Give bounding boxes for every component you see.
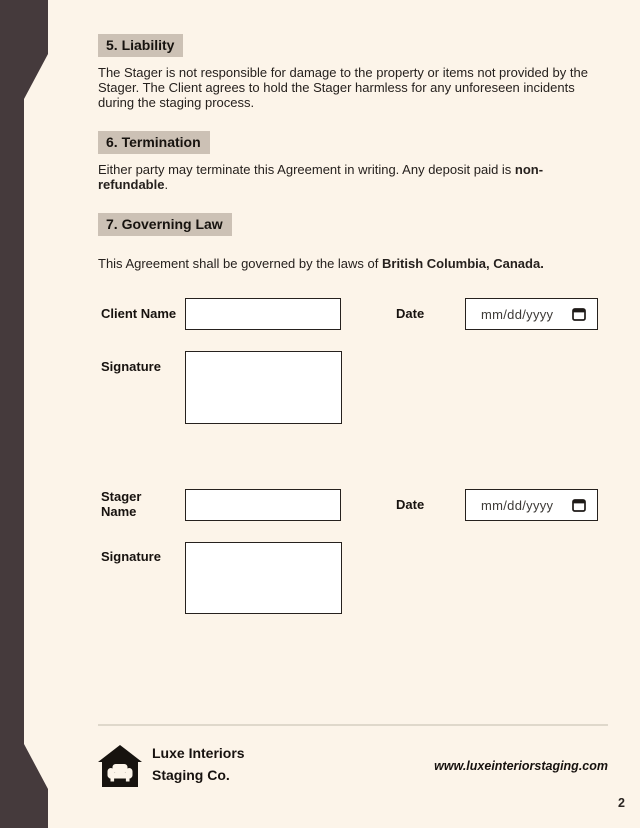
client-name-input[interactable] <box>185 298 341 330</box>
body-text: Either party may terminate this Agreement in writing. Any deposit paid is <box>98 162 515 177</box>
section-heading-governing-law: 7. Governing Law <box>98 213 232 236</box>
client-date-label: Date <box>396 306 425 321</box>
page-number: 2 <box>618 796 625 810</box>
body-text-bold: British Columbia, Canada. <box>382 256 544 271</box>
body-text: This Agreement shall be governed by the laws of <box>98 256 382 271</box>
section-body-termination <box>98 162 592 192</box>
client-signature-field[interactable] <box>185 351 342 424</box>
body-text: The Stager is not responsible for damage to the property or items not provided by the Stager. The Client agrees to hold the Stager harmless for any unforeseen incidents during the staging process. <box>98 65 588 111</box>
stager-signature-field[interactable] <box>185 542 342 614</box>
brand-name-line1: Luxe Interiors <box>152 745 245 761</box>
house-with-sofa-icon <box>98 745 142 787</box>
website-link[interactable]: www.luxeinteriorstaging.com <box>434 759 608 773</box>
section-heading-liability: 5. Liability <box>98 34 183 57</box>
section-body-governing-law <box>98 256 592 271</box>
footer-divider <box>98 724 608 726</box>
stager-name-label: Stager Name <box>101 489 142 519</box>
date-placeholder: mm/dd/yyyy <box>481 497 554 513</box>
stager-signature-label: Signature <box>101 549 161 564</box>
client-name-label: Client Name <box>101 306 177 321</box>
body-text: . <box>164 177 169 193</box>
calendar-icon[interactable] <box>572 498 586 512</box>
brand-name-line2: Staging Co. <box>152 767 230 783</box>
calendar-icon[interactable] <box>572 307 586 321</box>
brand-name <box>152 742 245 786</box>
stager-date-input[interactable] <box>465 489 598 521</box>
stager-name-input[interactable] <box>185 489 341 521</box>
client-signature-label: Signature <box>101 359 161 374</box>
section-body-liability <box>98 65 592 111</box>
stager-date-label: Date <box>396 497 425 512</box>
client-date-input[interactable] <box>465 298 598 330</box>
section-heading-termination: 6. Termination <box>98 131 210 154</box>
left-accent-shape <box>0 0 48 828</box>
body-text-bold: non-refundable <box>98 162 544 193</box>
date-placeholder: mm/dd/yyyy <box>481 306 554 322</box>
